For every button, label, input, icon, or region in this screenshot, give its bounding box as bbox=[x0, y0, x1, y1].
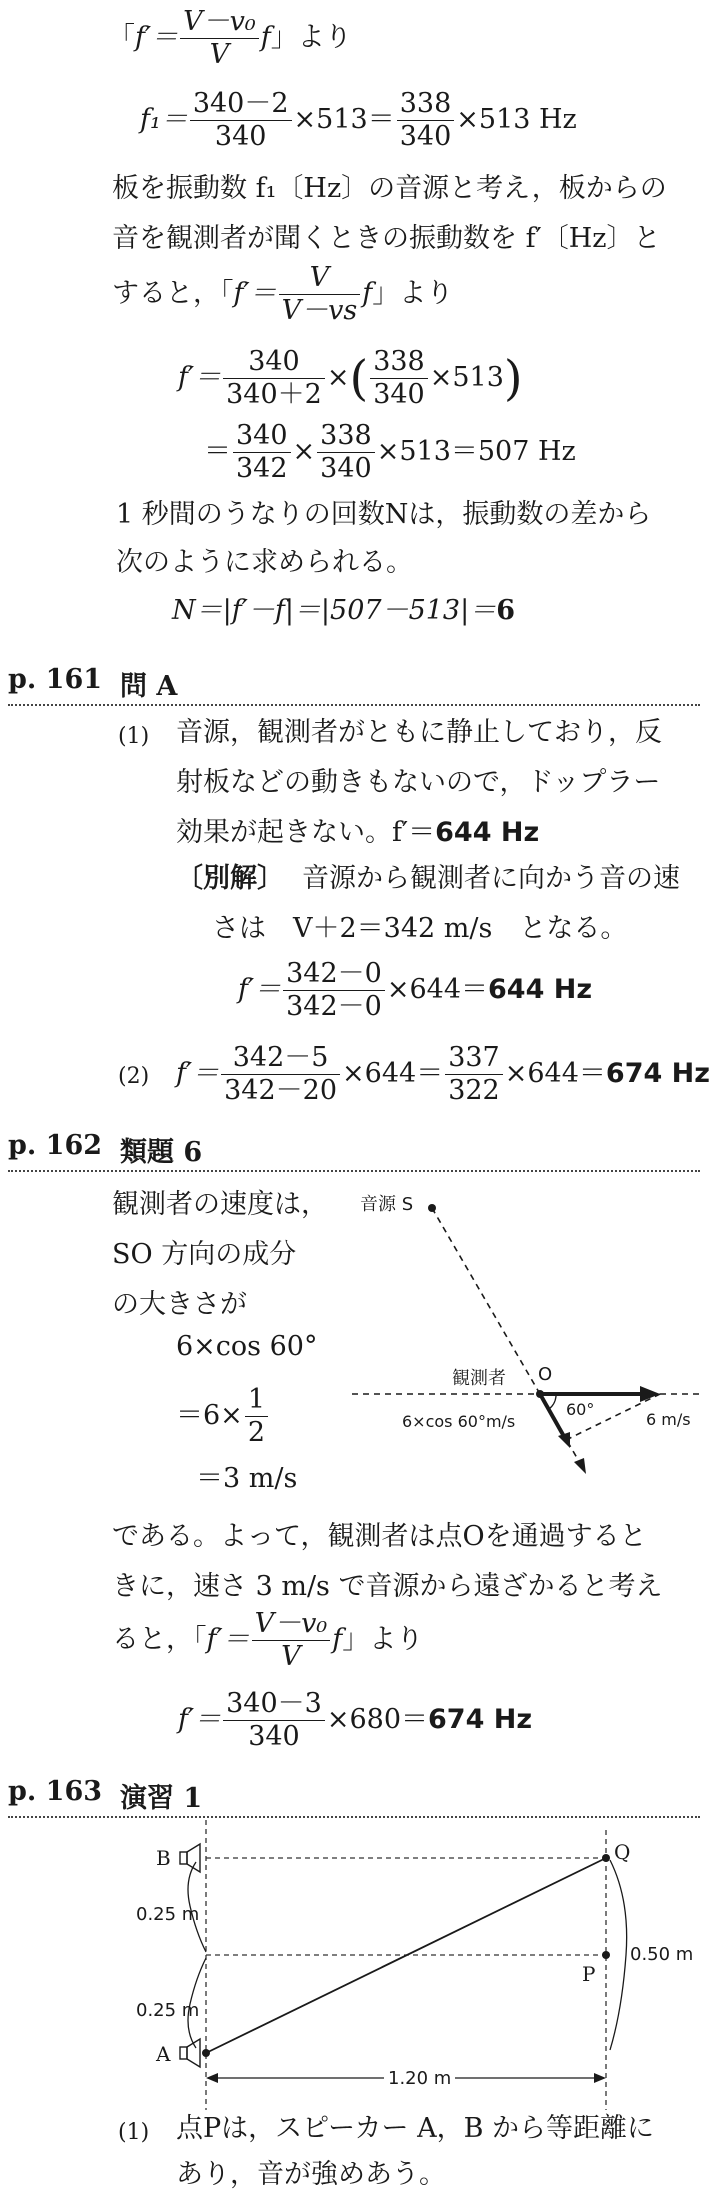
label-B: B bbox=[156, 1846, 171, 1870]
item2-denominator2: 322 bbox=[448, 1075, 500, 1106]
item1-line1: 音源，観測者がともに静止しており，反 bbox=[176, 717, 662, 748]
p162-para-line2: きに，速さ 3 m/s で音源から遠ざかると考え bbox=[112, 1571, 663, 1602]
para1-line2: 音を観測者が聞くときの振動数を f′〔Hz〕と bbox=[112, 223, 661, 254]
eq3-denominator2: 340 bbox=[320, 453, 372, 484]
p162-eq1: 6×cos 60° bbox=[176, 1331, 318, 1362]
label-observer: 観測者 bbox=[452, 1368, 506, 1389]
f1-result: ×513 Hz bbox=[456, 104, 577, 135]
label-O: O bbox=[538, 1364, 553, 1385]
f1-denominator: 340 bbox=[214, 121, 267, 152]
item2-answer: 674 Hz bbox=[605, 1058, 710, 1089]
beat-answer: 6 bbox=[496, 595, 515, 626]
p162-line3-pre: ると，「 bbox=[112, 1624, 207, 1655]
alt-line1: 音源から観測者に向かう音の速 bbox=[302, 863, 680, 894]
p162-eq3: ＝3 m/s bbox=[196, 1463, 298, 1494]
p163-item1-line2: あり，音が強めあう。 bbox=[176, 2159, 446, 2190]
p162-line2: SO 方向の成分 bbox=[112, 1239, 297, 1270]
beat-eq: N＝|f′－f|＝|507－513|＝ bbox=[172, 595, 497, 626]
alt-numerator: 342－0 bbox=[283, 958, 385, 991]
p162-line3-post: 」より bbox=[342, 1624, 424, 1655]
item2-mid: ×644＝ bbox=[342, 1058, 444, 1089]
label-source-S: 音源 S bbox=[360, 1194, 414, 1215]
eq2-paren-denominator: 340 bbox=[373, 379, 425, 410]
f1-mid: ×513＝ bbox=[293, 104, 395, 135]
eq2-denominator: 340＋2 bbox=[226, 379, 322, 410]
p162-line3: の大きさが bbox=[112, 1289, 247, 1320]
eq2-times: × bbox=[326, 362, 350, 393]
formula-lhs: f′＝ bbox=[135, 22, 179, 53]
p162-answer: 674 Hz bbox=[428, 1704, 533, 1735]
alt-line2: さは V＋2＝342 m/s となる。 bbox=[212, 913, 628, 944]
speaker-A-icon bbox=[180, 2039, 200, 2067]
alt-denominator: 342－0 bbox=[286, 991, 382, 1022]
item2-lhs: f′＝ bbox=[176, 1058, 220, 1089]
source-formula-denominator: V－vs bbox=[281, 295, 358, 326]
dim-arrow-right bbox=[594, 2073, 606, 2083]
p162-ans-denominator: 340 bbox=[248, 1721, 300, 1752]
label-dist-lower: 0.25 m bbox=[136, 2000, 200, 2021]
item1-line3-pre: 効果が起きない。f′＝ bbox=[176, 817, 436, 848]
quote-open: 「 bbox=[108, 22, 135, 53]
eq2-lhs: f′＝ bbox=[178, 362, 222, 393]
section-title: 問 A bbox=[120, 671, 178, 702]
p162-formula-tail: f bbox=[332, 1624, 343, 1655]
alt-answer: 644 Hz bbox=[488, 974, 593, 1005]
dim-arrow-left bbox=[206, 2073, 218, 2083]
eq2-numerator: 340 bbox=[223, 346, 325, 379]
point-P bbox=[602, 1951, 610, 1959]
eq3-numerator1: 340 bbox=[233, 420, 291, 453]
item2-denominator1: 342－20 bbox=[224, 1075, 338, 1106]
eq2-paren-numerator: 338 bbox=[370, 346, 428, 379]
source-formula-tail: f bbox=[362, 278, 373, 309]
p163-item1-text bbox=[176, 2108, 716, 2196]
point-Q bbox=[602, 1854, 610, 1862]
label-A: A bbox=[156, 2042, 171, 2066]
path-A-Q bbox=[206, 1858, 606, 2053]
source-formula-lhs: f′＝ bbox=[233, 278, 277, 309]
source-formula-numerator: V bbox=[279, 262, 361, 295]
formula-tail: f bbox=[260, 22, 271, 53]
p162-ans-numerator: 340－3 bbox=[223, 1688, 325, 1721]
item1-answer: 644 Hz bbox=[435, 817, 540, 848]
quote-close: 」より bbox=[270, 22, 352, 53]
label-speed: 6 m/s bbox=[646, 1410, 691, 1429]
item-number: (1) bbox=[118, 724, 150, 749]
label-dist-right: 0.50 m bbox=[630, 1944, 694, 1965]
p162-line1: 観測者の速度は， bbox=[112, 1189, 328, 1220]
label-dist-bottom: 1.20 m bbox=[384, 2068, 455, 2089]
speaker-B-icon bbox=[180, 1844, 200, 1872]
p162-eq2-pre: ＝6× bbox=[176, 1400, 243, 1431]
alt-lhs: f′＝ bbox=[238, 974, 282, 1005]
page-number: p. 162 bbox=[8, 1130, 103, 1161]
f1-numerator: 340－2 bbox=[190, 88, 292, 121]
f1-denominator2: 340 bbox=[399, 121, 452, 152]
eq2-paren-tail: ×513 bbox=[429, 362, 504, 393]
eq3-lhs: ＝ bbox=[204, 436, 231, 467]
label-component: 6×cos 60°m/s bbox=[402, 1412, 516, 1431]
label-P: P bbox=[582, 1962, 596, 1986]
f-prime-result: ＝ $\frac{340}{342}$ × $\frac{338}{340}$ ×513＝507 Hz bbox=[204, 420, 576, 484]
formula-numerator: V－v₀ bbox=[180, 6, 259, 39]
f1-numerator2: 338 bbox=[397, 88, 455, 121]
page-number: p. 163 bbox=[8, 1776, 103, 1807]
page-number: p. 161 bbox=[8, 664, 103, 695]
p162-eq2-numerator: 1 bbox=[245, 1384, 268, 1417]
eq3-numerator2: 338 bbox=[317, 420, 375, 453]
beat-line2: 次のように求められる。 bbox=[116, 547, 413, 578]
p162-para-line1: である。よって，観測者は点Oを通過すると bbox=[112, 1521, 647, 1552]
item2-numerator1: 342－5 bbox=[221, 1042, 340, 1075]
paren-close: ) bbox=[503, 350, 523, 407]
label-dist-upper: 0.25 m bbox=[136, 1904, 200, 1925]
item-number: (2) bbox=[118, 1064, 150, 1089]
p163-item1-line1: 点Pは，スピーカー A，B から等距離に bbox=[176, 2113, 655, 2144]
para1-line3-post: 」より bbox=[372, 278, 454, 309]
beat-line1: 1 秒間のうなりの回数Nは，振動数の差から bbox=[116, 499, 652, 530]
eq3-result: ×513＝507 Hz bbox=[376, 436, 576, 467]
brace-right bbox=[610, 1860, 627, 2050]
p162-ans-mid: ×680＝ bbox=[326, 1704, 429, 1735]
section-title: 演習 1 bbox=[120, 1783, 203, 1814]
p162-eq2-denominator: 2 bbox=[247, 1417, 265, 1448]
alt-label: 〔別解〕 bbox=[176, 863, 284, 894]
p162-formula-lhs: f′＝ bbox=[206, 1624, 250, 1655]
p162-ans-lhs: f′＝ bbox=[178, 1704, 222, 1735]
section-title: 類題 6 bbox=[120, 1137, 203, 1168]
item-number: (1) bbox=[118, 2120, 150, 2145]
p162-formula-denominator: V bbox=[281, 1641, 301, 1672]
alt-mid: ×644＝ bbox=[386, 974, 489, 1005]
label-angle: 60° bbox=[566, 1400, 595, 1419]
item1-line2: 射板などの動きもないので，ドップラー bbox=[176, 767, 661, 798]
paren-open: ( bbox=[349, 350, 369, 407]
label-Q: Q bbox=[614, 1840, 631, 1864]
p162-formula-numerator: V－v₀ bbox=[252, 1608, 331, 1641]
item2-mid2: ×644＝ bbox=[504, 1058, 606, 1089]
para1-line3-pre: すると，「 bbox=[112, 278, 234, 309]
eq3-denominator1: 342 bbox=[236, 453, 288, 484]
point-A bbox=[202, 2049, 210, 2057]
formula-denominator: V bbox=[209, 39, 230, 70]
para1-line1: 板を振動数 f₁〔Hz〕の音源と考え，板からの bbox=[112, 173, 667, 204]
f1-lhs: f₁＝ bbox=[140, 104, 188, 135]
item2-numerator2: 337 bbox=[445, 1042, 503, 1075]
